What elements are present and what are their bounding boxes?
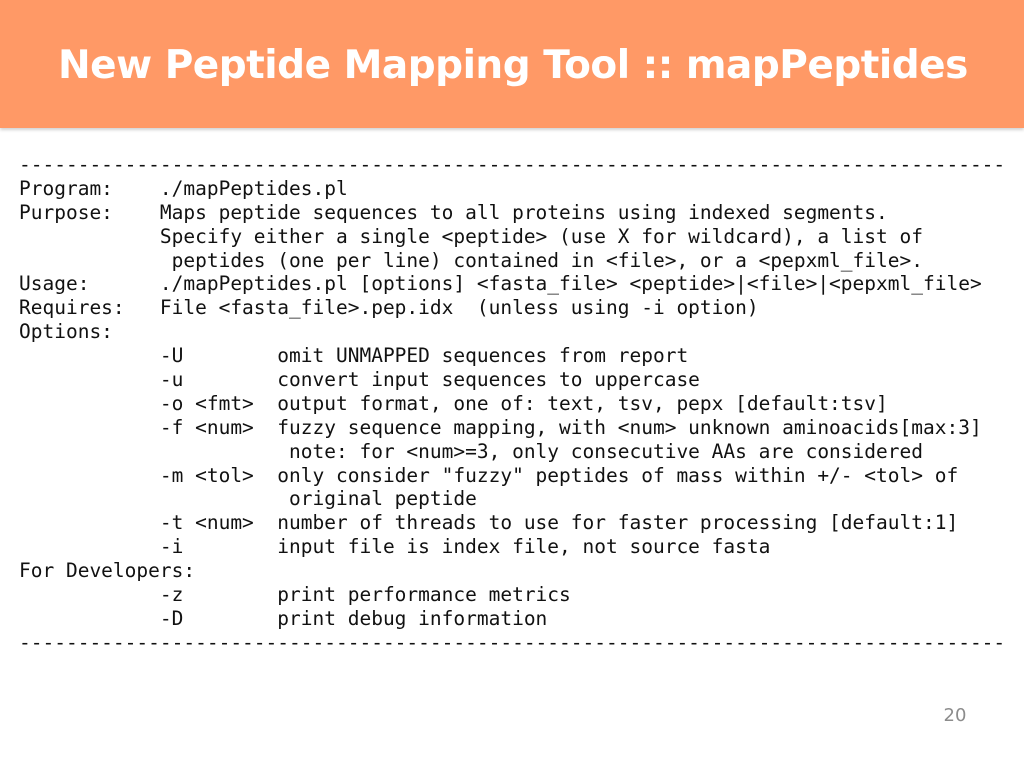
program-line: Program: ./mapPeptides.pl [19, 176, 348, 200]
slide-title: New Peptide Mapping Tool :: mapPeptides [58, 43, 968, 88]
option-line: -U omit UNMAPPED sequences from report [19, 344, 689, 368]
option-line: -z print performance metrics [19, 583, 571, 607]
purpose-line: peptides (one per line) contained in <file>, or a <pepxml_file>. [19, 248, 923, 272]
option-note-line: note: for <num>=3, only consecutive AAs are considered [19, 439, 923, 463]
separator-line: ------------------------------------------------------------------------------------ [19, 153, 1006, 176]
option-note-line: original peptide [19, 487, 477, 511]
option-line: -t <num> number of threads to use for faster processing [default:1] [19, 511, 959, 535]
usage-line: Usage: ./mapPeptides.pl [options] <fasta_file> <peptide>|<file>|<pepxml_file> [19, 272, 982, 296]
option-line: -f <num> fuzzy sequence mapping, with <num> unknown aminoacids[max:3] [19, 415, 982, 439]
option-line: -i input file is index file, not source fasta [19, 535, 771, 559]
purpose-line: Purpose: Maps peptide sequences to all proteins using indexed segments. [19, 200, 888, 224]
developers-heading: For Developers: [19, 559, 196, 583]
purpose-line: Specify either a single <peptide> (use X for wildcard), a list of [19, 224, 923, 248]
separator-line: ------------------------------------------------------------------------------------ [19, 630, 1006, 654]
requires-line: Requires: File <fasta_file>.pep.idx (unless using -i option) [19, 296, 759, 320]
title-bar [0, 0, 1024, 128]
options-heading: Options: [19, 320, 113, 344]
option-line: -D print debug information [19, 606, 548, 630]
page-number: 20 [943, 705, 967, 726]
option-line: -o <fmt> output format, one of: text, tsv, pepx [default:tsv] [19, 391, 888, 415]
option-line: -m <tol> only consider "fuzzy" peptides of mass within +/- <tol> of [19, 463, 959, 487]
option-line: -u convert input sequences to uppercase [19, 368, 700, 392]
usage-text-block [19, 153, 1009, 655]
